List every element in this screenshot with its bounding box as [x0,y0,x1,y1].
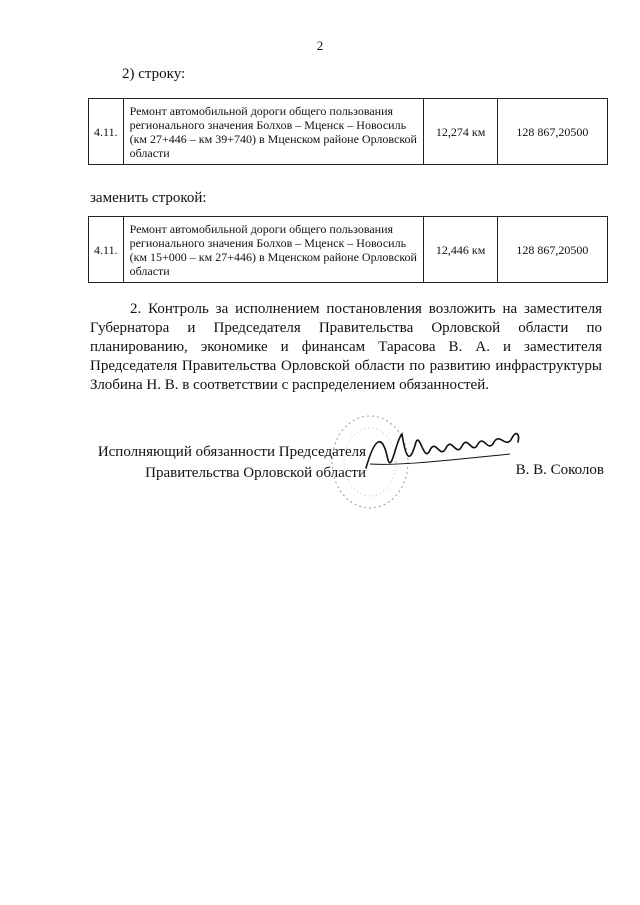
paragraph-text: 2. Контроль за исполнением постановления возложить на заместителя Губернатора и Председателя Правительства Орловской области по планированию, экономике и финансам Тарасова В. А. и заместителя Председателя Правительства Орловской области по развитию инфраструктуры Злобина Н. В. в соответствии с распределением обязанностей. [90,301,602,393]
table-row [89,99,608,165]
row-length: 12,274 км [424,99,497,165]
row-amount: 128 867,20500 [497,99,607,165]
row-description: Ремонт автомобильной дороги общего пользования регионального значения Болхов – Мценск – Новосиль (км 27+446 – км 39+740) в Мценском районе Орловской области [123,99,424,165]
signatory-title-line2: Правительства Орловской области [145,465,366,481]
signatory-title-line1: Исполняющий обязанности Председателя [97,444,366,460]
replace-line: заменить строкой: [90,190,207,206]
table-old-row [88,98,608,165]
table-row [89,217,608,283]
row-description: Ремонт автомобильной дороги общего пользования регионального значения Болхов – Мценск – Новосиль (км 15+000 – км 27+446) в Мценском районе Орловской области [123,217,424,283]
control-paragraph [90,300,602,395]
signature-icon [360,420,530,480]
intro-line: 2) строку: [122,66,186,82]
signatory-name: В. В. Соколов [515,462,604,478]
page-number: 2 [316,38,324,53]
row-number: 4.11. [89,217,124,283]
signatory-title [96,442,366,484]
row-amount: 128 867,20500 [497,217,607,283]
row-length: 12,446 км [424,217,497,283]
row-number: 4.11. [89,99,124,165]
table-new-row [88,216,608,283]
